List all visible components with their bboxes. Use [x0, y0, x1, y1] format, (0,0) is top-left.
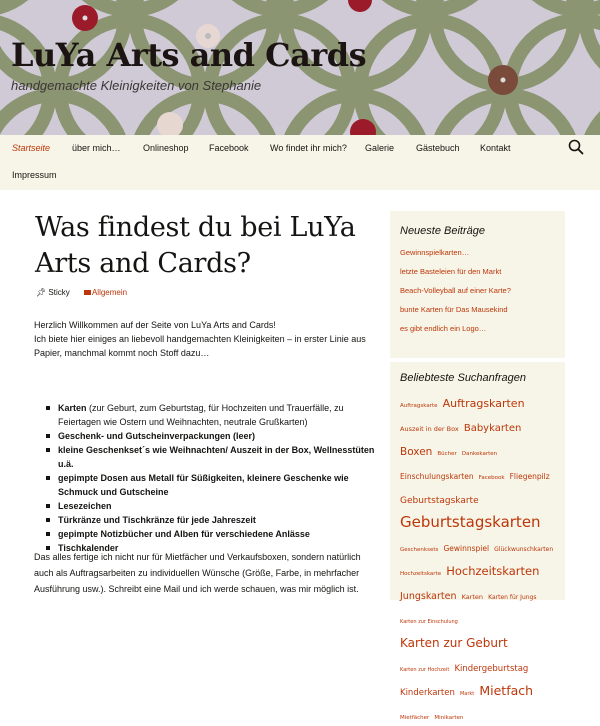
widget-title: Neueste Beiträge — [400, 225, 485, 237]
tag-link[interactable]: Geburtstagskarte — [400, 496, 479, 506]
tag-link[interactable]: Geschenksets — [400, 547, 439, 553]
tag-link[interactable]: Glückwunschkarten — [494, 546, 554, 553]
sticky-label: Sticky — [48, 288, 70, 297]
recent-post-link[interactable]: bunte Karten für Das Mausekind — [400, 305, 508, 314]
list-item — [46, 527, 376, 541]
tag-link[interactable]: Minikarten — [434, 715, 464, 721]
post-outro: Das alles fertige ich nicht nur für Mietfächer und Verkaufsboxen, sondern natürlich auch als Auftragsarbeiten zu individuellen Wünsche (Größe, Farbe, in mehrfacher Ausführung usw.). Schreibt eine Mail und ich werde schauen, was mir möglich ist. — [34, 552, 361, 594]
tag-link[interactable]: Hochzeitskarten — [446, 564, 540, 578]
tag-link[interactable]: Karten für Jungs — [488, 594, 537, 601]
list-item-bold: Lesezeichen — [58, 501, 112, 511]
recent-post-link[interactable]: letzte Basteleien für den Markt — [400, 267, 502, 276]
search-icon — [568, 139, 584, 155]
list-item-bold: gepimpte Dosen aus Metall für Süßigkeiten, kleinere Geschenke wie Schmuck und Gutscheine — [58, 473, 349, 497]
nav-item-impressum[interactable]: Impressum — [12, 170, 57, 180]
list-item-bold: Karten — [58, 403, 87, 413]
nav-item-galerie[interactable]: Galerie — [365, 143, 395, 153]
list-item — [46, 401, 376, 429]
category-link[interactable] — [84, 288, 127, 297]
nav-item-kontakt[interactable]: Kontakt — [480, 143, 511, 153]
tag-link[interactable]: Jungskarten — [400, 591, 457, 602]
nav-item-facebook[interactable]: Facebook — [209, 143, 249, 153]
tag-link[interactable]: Karten — [461, 593, 484, 601]
tag-cloud-widget — [390, 362, 565, 721]
nav-item-ueber-mich[interactable]: über mich… — [72, 143, 121, 153]
list-item-bold: Türkränze und Tischkränze für jede Jahreszeit — [58, 515, 256, 525]
tag-link[interactable]: Kinderkarten — [400, 688, 455, 698]
product-list — [46, 401, 376, 555]
list-item — [46, 499, 376, 513]
nav-item-wo-findet-ihr-mich[interactable]: Wo findet ihr mich? — [270, 143, 347, 153]
nav-item-gaestebuch[interactable]: Gästebuch — [416, 143, 460, 153]
tag-link[interactable]: Auszeit in der Box — [400, 425, 459, 433]
tag-link[interactable]: Gewinnspiel — [443, 544, 490, 553]
list-item — [46, 429, 376, 443]
list-item — [46, 513, 376, 527]
tag-link[interactable]: Babykarten — [463, 423, 522, 434]
list-item — [46, 471, 376, 499]
tag-link[interactable]: Auftragskarten — [442, 397, 525, 410]
tag-link[interactable]: Einschulungskarten — [400, 472, 474, 481]
sticky-badge — [36, 288, 72, 297]
site-description: handgemachte Kleinigkeiten von Stephanie — [11, 78, 262, 93]
site-header — [0, 0, 600, 135]
post-title[interactable]: Was findest du bei LuYa Arts and Cards? — [35, 212, 356, 279]
tag-link[interactable]: Dankekarten — [461, 451, 498, 457]
list-item-bold: kleine Geschenkset´s wie Weihnachten/ Auszeit in der Box, Wellnesstüten u.ä. — [58, 445, 375, 469]
intro-line-1: Herzlich Willkommen auf der Seite von LuYa Arts and Cards! — [34, 320, 276, 330]
list-item — [46, 443, 376, 471]
site-title[interactable]: LuYa Arts and Cards — [11, 36, 367, 74]
tag-link[interactable]: Auftragskarte — [400, 403, 438, 409]
tag-cloud — [400, 390, 555, 726]
tag-link[interactable]: Fliegenpilz — [509, 472, 550, 481]
tag-link[interactable]: Karten zur Geburt — [400, 636, 508, 650]
recent-post-link[interactable]: Beach-Volleyball auf einer Karte? — [400, 286, 511, 295]
post-intro — [34, 318, 374, 360]
tag-link[interactable]: Mietfach — [479, 683, 534, 698]
recent-post-link[interactable]: es gibt endlich ein Logo… — [400, 324, 487, 333]
list-item-text: (zur Geburt, zum Geburtstag, für Hochzeiten und Trauerfälle, zu Feiertagen wie Ostern und Weihnachten, neutrale Grußkarten) — [58, 403, 344, 427]
nav-item-startseite[interactable]: Startseite — [12, 143, 51, 153]
tag-link[interactable]: Boxen — [400, 446, 433, 458]
recent-posts-widget — [390, 211, 565, 358]
tag-link[interactable]: Bücher — [437, 451, 457, 457]
tag-link[interactable]: Mietfächer — [400, 715, 430, 721]
nav-item-onlineshop[interactable]: Onlineshop — [143, 143, 189, 153]
list-item-bold: gepimpte Notizbücher und Alben für verschiedene Anlässe — [58, 529, 310, 539]
post-meta — [36, 288, 127, 297]
intro-line-2: Ich biete hier einiges an liebevoll handgemachten Kleinigkeiten – in erster Linie aus Papier, manchmal kommt noch Stoff dazu… — [34, 334, 366, 358]
search-button[interactable] — [568, 139, 584, 155]
recent-posts-list — [400, 243, 555, 338]
tag-link[interactable]: Geburtstagskarten — [400, 513, 541, 531]
tag-link[interactable]: Karten zur Einschulung — [400, 619, 458, 625]
tag-link[interactable]: Kindergeburtstag — [454, 664, 529, 674]
tag-link[interactable]: Markt — [459, 691, 475, 697]
folder-icon — [84, 290, 91, 295]
list-item-bold: Tischkalender — [58, 543, 119, 553]
tag-link[interactable]: Karten zur Hochzeit — [400, 667, 450, 673]
category-label: Allgemein — [91, 288, 128, 297]
list-item-bold: Geschenk- und Gutscheinverpackungen (leer) — [58, 431, 256, 441]
tag-link[interactable]: Facebook — [478, 475, 505, 481]
widget-title: Beliebteste Suchanfragen — [400, 372, 526, 384]
recent-post-link[interactable]: Gewinnspielkarten… — [400, 248, 470, 257]
pin-icon: 📌︎ — [36, 288, 47, 297]
main-navigation — [0, 135, 600, 190]
tag-link[interactable]: Hochzeitskarte — [400, 571, 442, 577]
